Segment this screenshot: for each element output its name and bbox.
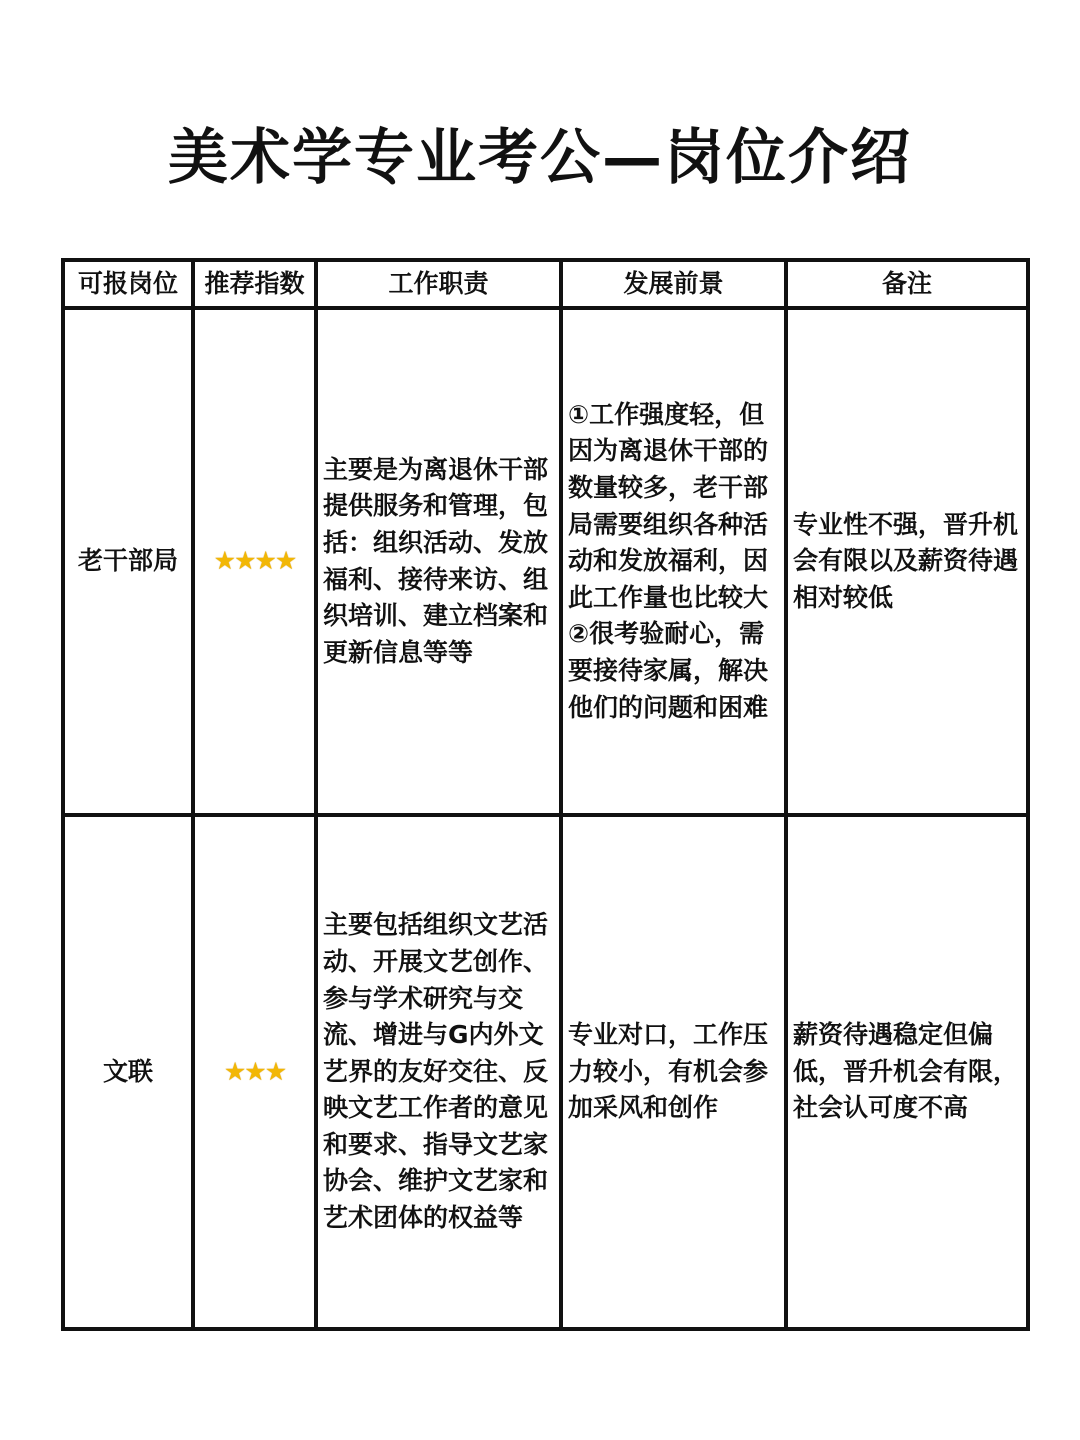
star-icon: ★ xyxy=(234,546,255,576)
prospects-cell xyxy=(561,308,786,815)
position-cell: 老干部局 xyxy=(63,308,193,815)
duties-text: 主要包括组织文艺活动、开展文艺创作、参与学术研究与交流、增进与G内外文艺界的友好交往、反映文艺工作者的意见和要求、指导文艺家协会、维护文艺家和艺术团体的权益等 xyxy=(323,910,549,1233)
duties-text: 主要是为离退休干部提供服务和管理，包括：组织活动、发放福利、接待来访、组织培训、建立档案和更新信息等等 xyxy=(323,454,549,667)
star-icon: ★ xyxy=(264,1056,286,1086)
table-row xyxy=(63,308,1028,815)
duties-cell xyxy=(316,815,561,1329)
rating-cell xyxy=(193,308,316,815)
notes-text: 专业性不强，晋升机会有限以及薪资待遇相对较低 xyxy=(793,509,1019,612)
duties-cell xyxy=(316,308,561,815)
notes-text: 薪资待遇稳定但偏低，晋升机会有限，社会认可度不高 xyxy=(793,1020,1019,1123)
column-header-position: 可报岗位 xyxy=(63,260,193,308)
column-header-notes: 备注 xyxy=(786,260,1028,308)
star-icon: ★ xyxy=(244,1056,265,1086)
notes-cell xyxy=(786,308,1028,815)
page-title: 美术学专业考公—岗位介绍 xyxy=(168,123,912,193)
column-header-prospects: 发展前景 xyxy=(561,260,786,308)
star-icon: ★ xyxy=(213,546,235,576)
rating-stars xyxy=(214,546,296,575)
position-cell: 文联 xyxy=(63,815,193,1329)
job-table xyxy=(61,258,1030,1331)
star-icon: ★ xyxy=(274,546,296,576)
column-header-duties: 工作职责 xyxy=(316,260,561,308)
prospects-text: 专业对口，工作压力较小，有机会参加采风和创作 xyxy=(568,1020,769,1123)
star-icon: ★ xyxy=(223,1056,245,1086)
table-header-row xyxy=(63,260,1028,308)
column-header-rating: 推荐指数 xyxy=(193,260,316,308)
prospects-text: ①工作强度轻，但因为离退休干部的数量较多，老干部局需要组织各种活动和发放福利，因此工作量也比较大②很考验耐心，需要接待家属，解决他们的问题和困难 xyxy=(568,399,769,722)
rating-stars xyxy=(224,1057,285,1086)
rating-cell xyxy=(193,815,316,1329)
table-row xyxy=(63,815,1028,1329)
prospects-cell xyxy=(561,815,786,1329)
notes-cell xyxy=(786,815,1028,1329)
job-table-wrapper xyxy=(61,258,1030,1331)
star-icon: ★ xyxy=(254,546,275,576)
